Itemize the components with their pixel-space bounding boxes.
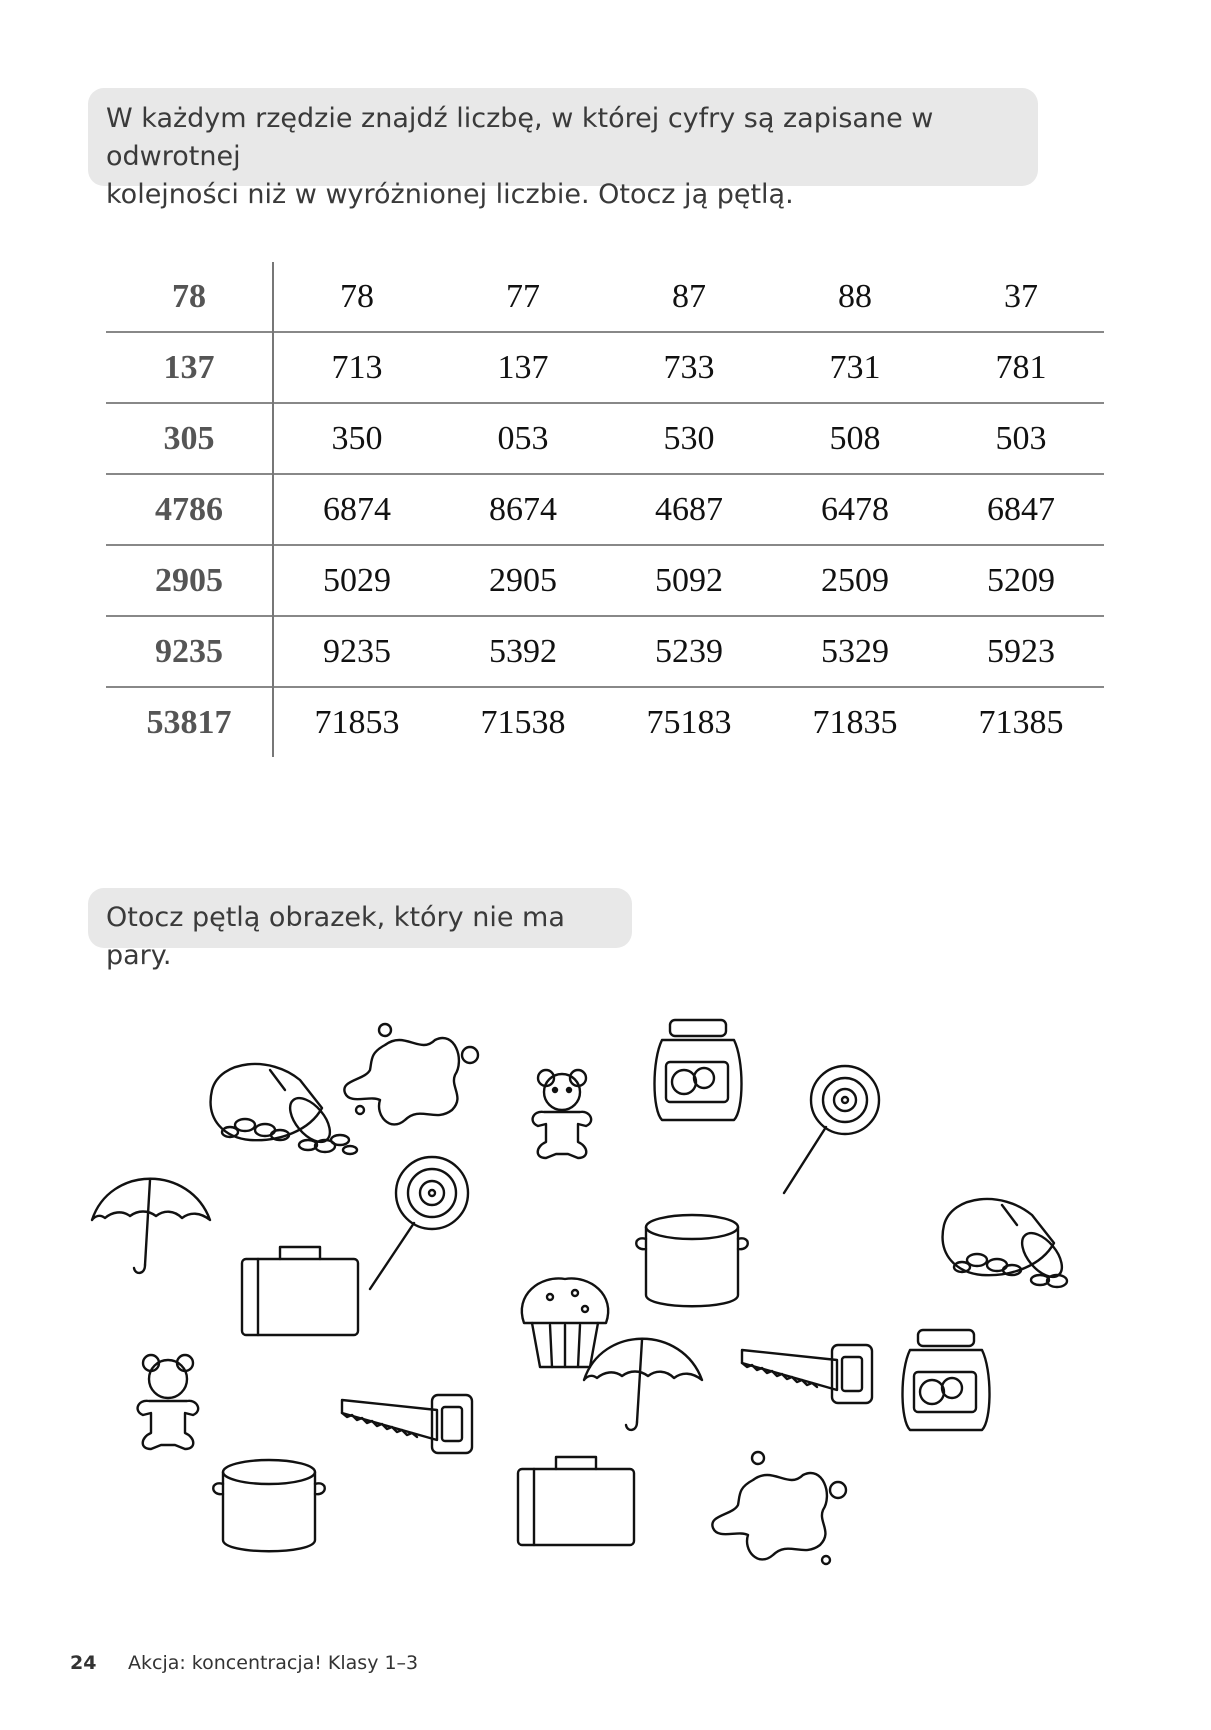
option-number[interactable]: 5029 bbox=[273, 545, 440, 616]
teddy-bear-icon[interactable] bbox=[138, 1355, 199, 1449]
option-number[interactable]: 053 bbox=[440, 403, 606, 474]
option-number[interactable]: 78 bbox=[340, 277, 374, 315]
puddle-icon[interactable] bbox=[712, 1452, 846, 1564]
option-number[interactable]: 4687 bbox=[606, 474, 772, 545]
option-number[interactable]: 9235 bbox=[273, 616, 440, 687]
instruction-1-line-1: W każdym rzędzie znajdź liczbę, w której cyfry są zapisane w odwrotnej bbox=[106, 103, 934, 172]
saw-icon[interactable] bbox=[742, 1345, 872, 1403]
highlighted-number: 4786 bbox=[106, 474, 273, 545]
table-row bbox=[106, 687, 1104, 757]
option-number[interactable]: 71385 bbox=[938, 687, 1104, 757]
jar-of-candies-icon[interactable] bbox=[211, 1064, 357, 1154]
option-number[interactable]: 71538 bbox=[440, 687, 606, 757]
number-table bbox=[106, 262, 1104, 757]
muffin-icon[interactable] bbox=[522, 1278, 608, 1367]
highlighted-number: 137 bbox=[106, 332, 273, 403]
option-number[interactable]: 530 bbox=[606, 403, 772, 474]
option-number[interactable]: 2905 bbox=[440, 545, 606, 616]
option-number[interactable]: 731 bbox=[772, 332, 938, 403]
highlighted-number: 9235 bbox=[106, 616, 273, 687]
jam-jar-icon[interactable] bbox=[655, 1020, 742, 1120]
umbrella-icon[interactable] bbox=[92, 1179, 210, 1273]
option-number[interactable]: 733 bbox=[606, 332, 772, 403]
highlighted-number: 78 bbox=[106, 262, 273, 332]
option-number[interactable]: 5923 bbox=[938, 616, 1104, 687]
book-title: Akcja: koncentracja! Klasy 1–3 bbox=[128, 1652, 419, 1674]
option-number[interactable]: 5209 bbox=[938, 545, 1104, 616]
jam-jar-icon[interactable] bbox=[903, 1330, 990, 1430]
option-number[interactable]: 2509 bbox=[772, 545, 938, 616]
option-number[interactable]: 5392 bbox=[440, 616, 606, 687]
option-number[interactable]: 77 bbox=[506, 277, 540, 315]
instruction-box-2 bbox=[88, 888, 632, 971]
instruction-box-1 bbox=[88, 88, 1038, 210]
table-row bbox=[106, 545, 1104, 616]
table-row bbox=[106, 403, 1104, 474]
option-number[interactable]: 71835 bbox=[772, 687, 938, 757]
option-number[interactable]: 37 bbox=[1004, 277, 1038, 315]
option-number[interactable]: 6874 bbox=[273, 474, 440, 545]
saw-icon[interactable] bbox=[342, 1395, 472, 1453]
option-number[interactable]: 71853 bbox=[273, 687, 440, 757]
teddy-bear-icon[interactable] bbox=[533, 1070, 592, 1158]
option-number[interactable]: 8674 bbox=[440, 474, 606, 545]
umbrella-icon[interactable] bbox=[584, 1339, 702, 1430]
table-row bbox=[106, 616, 1104, 687]
page-number: 24 bbox=[70, 1652, 97, 1674]
cooking-pot-icon[interactable] bbox=[213, 1460, 325, 1551]
suitcase-icon[interactable] bbox=[518, 1457, 634, 1545]
instruction-1-line-2: kolejności niż w wyróżnionej liczbie. Otocz ją pętlą. bbox=[106, 179, 794, 210]
jar-of-candies-icon[interactable] bbox=[943, 1199, 1070, 1287]
option-number[interactable]: 6478 bbox=[772, 474, 938, 545]
highlighted-number: 2905 bbox=[106, 545, 273, 616]
option-number[interactable]: 137 bbox=[440, 332, 606, 403]
pictures-area bbox=[90, 1005, 1090, 1585]
option-number[interactable]: 5239 bbox=[606, 616, 772, 687]
option-number[interactable]: 5092 bbox=[606, 545, 772, 616]
option-number[interactable]: 87 bbox=[672, 277, 706, 315]
option-number[interactable]: 350 bbox=[273, 403, 440, 474]
option-number[interactable]: 713 bbox=[273, 332, 440, 403]
option-number[interactable]: 75183 bbox=[606, 687, 772, 757]
highlighted-number: 53817 bbox=[106, 687, 273, 757]
table-row bbox=[106, 474, 1104, 545]
suitcase-icon[interactable] bbox=[242, 1247, 358, 1335]
table-row bbox=[106, 262, 1104, 332]
instruction-2-text: Otocz pętlą obrazek, który nie ma pary. bbox=[106, 902, 565, 971]
option-number[interactable]: 781 bbox=[938, 332, 1104, 403]
highlighted-number: 305 bbox=[106, 403, 273, 474]
option-number[interactable]: 88 bbox=[838, 277, 872, 315]
puddle-icon[interactable] bbox=[344, 1024, 478, 1124]
lollipop-icon[interactable] bbox=[784, 1066, 879, 1193]
option-number[interactable]: 503 bbox=[938, 403, 1104, 474]
table-row bbox=[106, 332, 1104, 403]
option-number[interactable]: 5329 bbox=[772, 616, 938, 687]
lollipop-icon[interactable] bbox=[370, 1157, 468, 1289]
option-number[interactable]: 508 bbox=[772, 403, 938, 474]
cooking-pot-icon[interactable] bbox=[636, 1215, 748, 1306]
option-number[interactable]: 6847 bbox=[938, 474, 1104, 545]
